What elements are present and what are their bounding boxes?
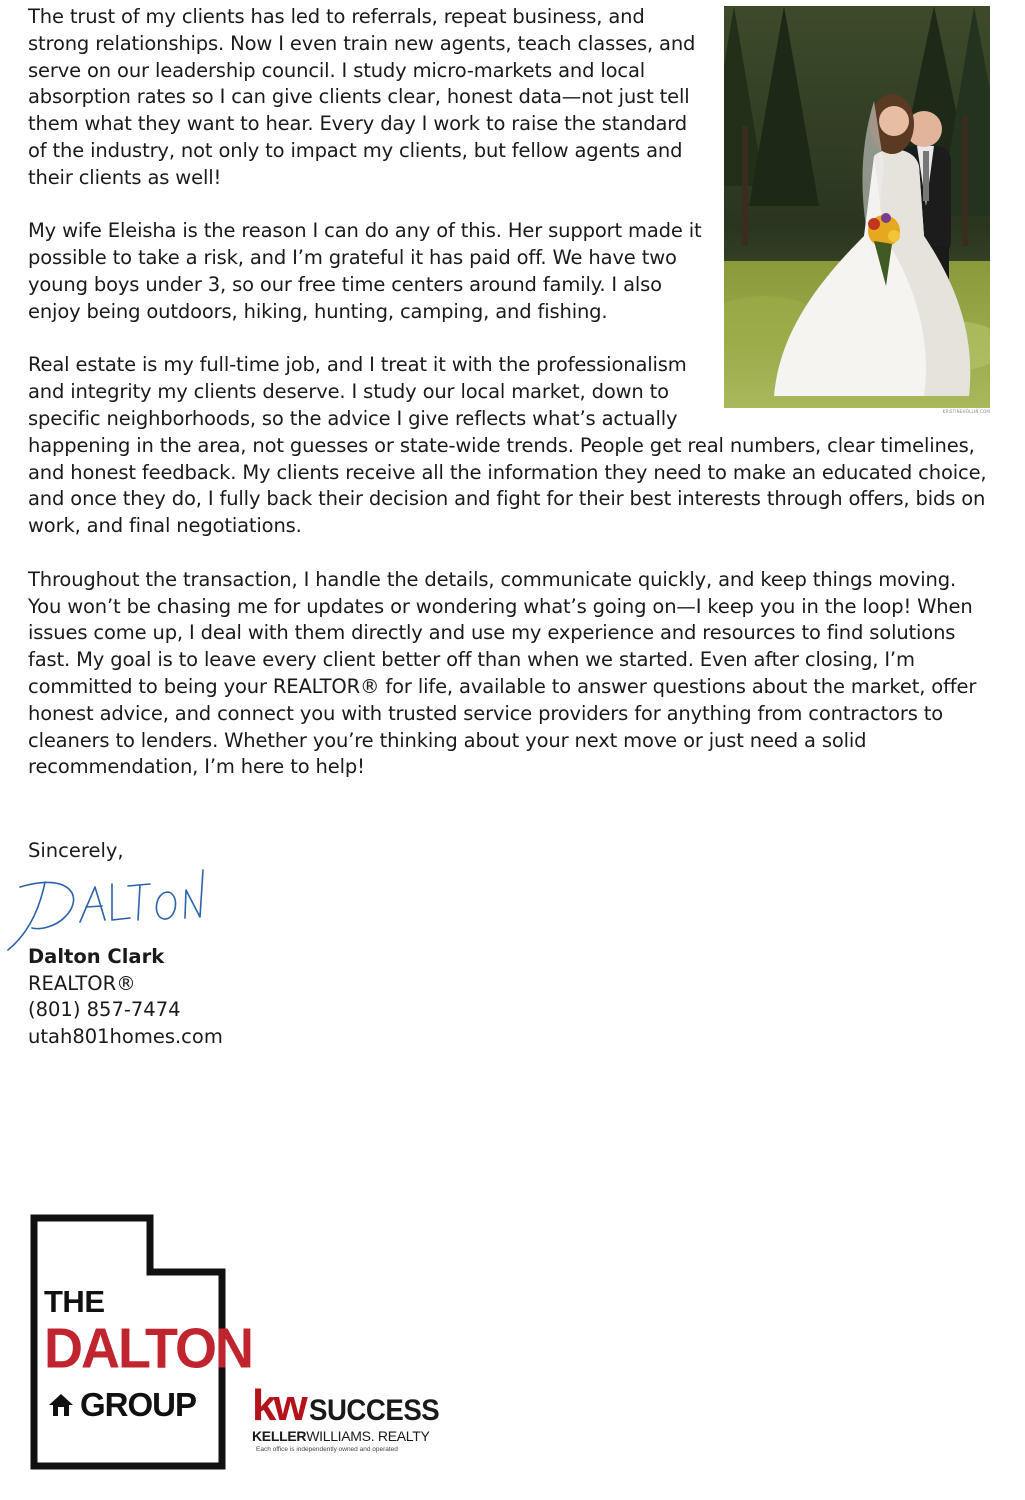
kw-mark: kw [252,1381,305,1430]
contact-title: REALTOR® [28,971,136,995]
contact-website: utah801homes.com [28,1024,223,1048]
logo-group: GROUP [80,1386,197,1423]
paragraph-1: The trust of my clients has led to referrals, repeat business, and strong relationships. Now I even train new agents, teach classes, and serve on our leadership council. I study micro-markets and local absorption rates so I can give clients clear, honest data—not just tell them what they want to hear. Every day I work to raise the standard of the industry, not only to impact my clients, but fellow agents and their clients as well! [28,5,696,189]
photo-credit: KRISTINEHOLLIN.COM [942,409,990,414]
paragraph-2: My wife Eleisha is the reason I can do any of this. Her support made it possible to take a risk, and I’m grateful it has paid off. We have two young boys under 3, so our free time centers around family. I also enjoy being outdoors, hiking, hunting, camping, and fishing. [28,219,702,323]
kw-company-name [252,1428,452,1444]
house-icon [48,1392,74,1418]
contact-phone: (801) 857-7474 [28,998,181,1021]
contact-info [28,944,223,1050]
closing-text: Sincerely, [28,839,124,862]
handwritten-signature [0,862,220,957]
closing [28,838,124,865]
kw-success-text: SUCCESS [308,1394,439,1427]
logo-the: THE [44,1284,105,1319]
kw-success-logo [252,1381,452,1453]
logo-dalton: DALTON [44,1317,252,1381]
paragraph-3: Real estate is my full-time job, and I treat it with the professionalism and integrity my clients deserve. I study our local market, down to specific neighborhoods, so the advice I give reflects what’s actually happening in the area, not guesses or state-wide trends. People get real numbers, clear timelines, and honest feedback. My clients receive all the information they need to make an educated choice, and once they do, I fully back their decision and fight for their best interests through offers, bids on work, and final negotiations. [28,353,987,538]
logo-group-row [48,1386,196,1424]
kw-company-rest: WILLIAMS. REALTY [306,1428,430,1444]
contact-name: Dalton Clark [28,945,165,968]
letter-body [28,4,990,808]
kw-company-bold: KELLER [252,1428,307,1444]
paragraph-4: Throughout the transaction, I handle the details, communicate quickly, and keep things moving. You won’t be chasing me for updates or wondering what’s going on—I keep you in the loop! When issues come up, I deal with them directly and use my experience and resources to find solutions fast. My goal is to leave every client better off than when we started. Even after closing, I’m committed to being your REALTOR® for life, available to answer questions about the market, offer honest advice, and connect you with trusted service providers for anything from contractors to cleaners to lenders. Whether you’re thinking about your next move or just need a solid recommendation, I’m here to help! [28,567,977,779]
photo-float-spacer [704,4,990,428]
kw-disclaimer: Each office is independently owned and operated [256,1446,398,1453]
